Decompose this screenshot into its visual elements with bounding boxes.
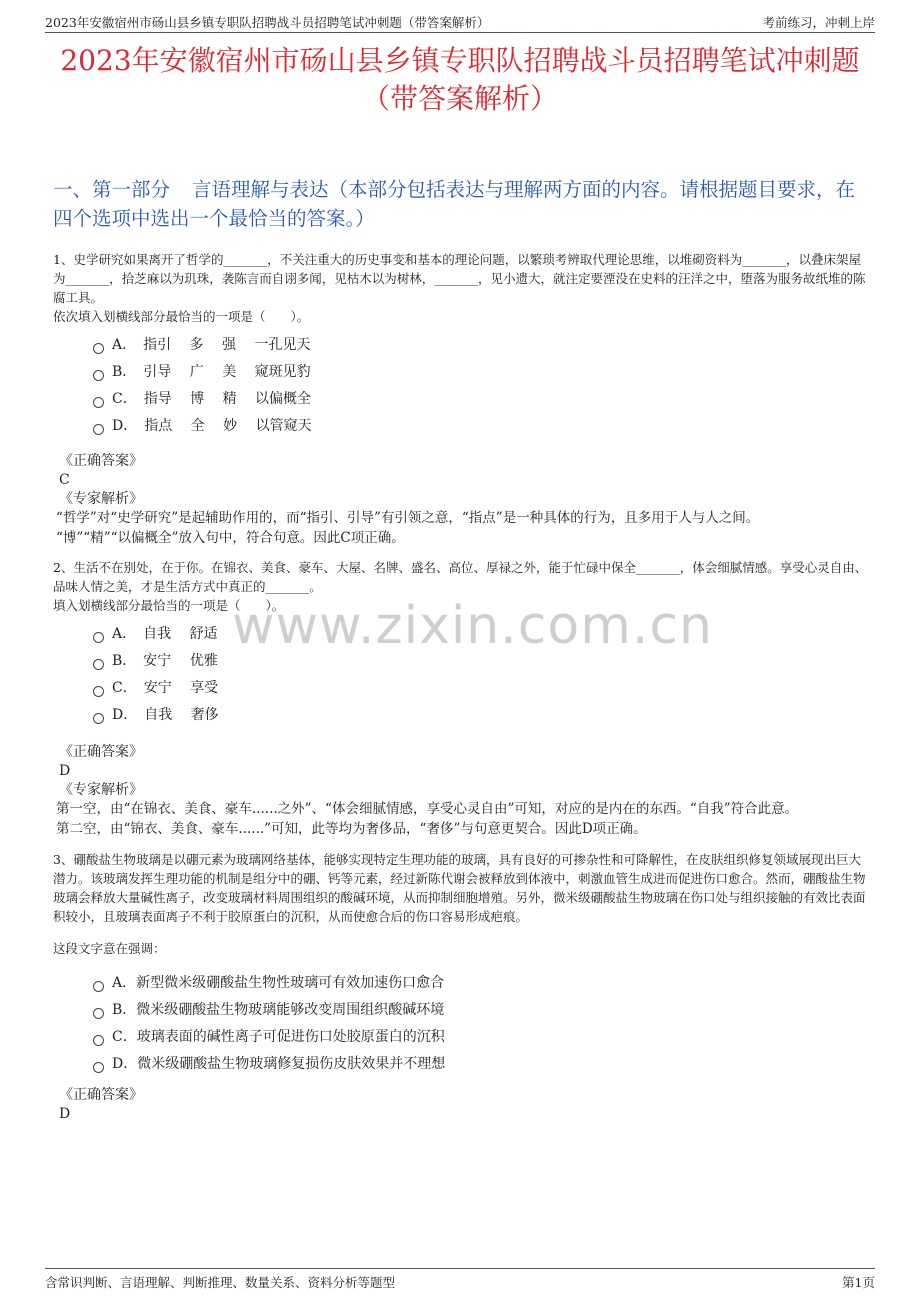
option-label: B．微米级硼酸盐生物玻璃能够改变周围组织酸碱环境: [112, 1002, 445, 1018]
question-stem: 2、生活不在别处，在于你。在锦衣、美食、豪车、大屋、名牌、盛名、高位、厚禄之外，能于忙碌中保全_______，体会细腻情感。享受心灵自由、品味人情之美，才是生活方式中真正的_______。: [53, 560, 868, 594]
answer-value: D: [59, 1106, 71, 1122]
radio-icon[interactable]: [93, 370, 104, 381]
analysis-line: 第二空，由“锦衣、美食、豪车......”可知，此等均为奢侈品，“奢侈”与句意更契合。因此D项正确。: [56, 820, 647, 837]
radio-icon[interactable]: [93, 981, 104, 992]
question-prompt: 依次填入划横线部分最恰当的一项是（ ）。: [53, 309, 310, 324]
header-doc-title: 2023年安徽宿州市砀山县乡镇专职队招聘战斗员招聘笔试冲刺题（带答案解析）: [45, 15, 490, 30]
option-c[interactable]: [93, 386, 872, 413]
option-label: C． 安宁 享受: [112, 680, 219, 696]
answer-value: C: [59, 472, 70, 488]
question-1: [53, 250, 872, 440]
footer-topics: 含常识判断、言语理解、判断推理、数量关系、资料分析等题型: [45, 1275, 396, 1290]
section-part-label: 一、第一部分: [53, 178, 171, 201]
answer-1: [53, 452, 872, 548]
answer-label: 《正确答案》: [59, 1087, 143, 1103]
option-label: B． 安宁 优雅: [112, 653, 218, 669]
question-prompt: 填入划横线部分最恰当的一项是（ ）。: [53, 598, 285, 613]
option-b[interactable]: [93, 997, 872, 1024]
question-stem: 3、硼酸盐生物玻璃是以硼元素为玻璃网络基体，能够实现特定生理功能的玻璃，具有良好的可掺杂性和可降解性，在皮肤组织修复领域展现出巨大潜力。该玻璃发挥生理功能的机制是组分中的硼、钙等元素，经过新陈代谢会被释放到体液中，刺激血管生成进而促进伤口愈合。然而，硼酸盐生物玻璃会释放大量碱性离子，改变玻璃材料周围组织的酸碱环境，从而抑制细胞增殖。另外，微米级硼酸盐生物玻璃在伤口处与组织接触的有效比表面积较小，且玻璃表面离子不利于胶原蛋白的沉积，从而使愈合后的伤口容易形成疤痕。: [53, 852, 866, 924]
radio-icon[interactable]: [93, 713, 104, 724]
radio-icon[interactable]: [93, 659, 104, 670]
page-header: [45, 10, 875, 33]
radio-icon[interactable]: [93, 632, 104, 643]
section-title: 言语理解与表达（本部分包括表达与理解两方面的内容。请根据题目要求，在四个选项中选出一个最恰当的答案。）: [53, 178, 856, 230]
header-slogan: 考前练习，冲刺上岸: [762, 15, 875, 30]
page-title: 2023年安徽宿州市砀山县乡镇专职队招聘战斗员招聘笔试冲刺题（带答案解析）: [60, 44, 860, 115]
option-list: [53, 970, 872, 1078]
option-label: C．玻璃表面的碱性离子可促进伤口处胶原蛋白的沉积: [112, 1029, 445, 1045]
answer-label: 《正确答案》: [59, 453, 143, 469]
question-3: [53, 850, 872, 1078]
option-d[interactable]: [93, 702, 872, 729]
option-a[interactable]: [93, 970, 872, 997]
answer-3: [53, 1086, 872, 1124]
option-b[interactable]: [93, 359, 872, 386]
radio-icon[interactable]: [93, 397, 104, 408]
radio-icon[interactable]: [93, 1062, 104, 1073]
question-prompt: 这段文字意在强调：: [53, 941, 166, 956]
option-c[interactable]: [93, 675, 872, 702]
analysis-label: 《专家解析》: [59, 491, 143, 507]
option-c[interactable]: [93, 1024, 872, 1051]
page-number: 第1页: [842, 1275, 875, 1290]
radio-icon[interactable]: [93, 424, 104, 435]
option-label: B． 引导 广 美 窥斑见豹: [112, 364, 311, 380]
option-d[interactable]: [93, 1051, 872, 1078]
option-list: [53, 332, 872, 440]
option-label: A． 指引 多 强 一孔见天: [112, 337, 311, 353]
option-a[interactable]: [93, 332, 872, 359]
page-footer: [45, 1268, 875, 1289]
option-label: D．微米级硼酸盐生物玻璃修复损伤皮肤效果并不理想: [112, 1056, 446, 1072]
watermark: www.zixin.com.cn: [232, 596, 713, 656]
answer-value: D: [59, 763, 71, 779]
option-label: A．新型微米级硼酸盐生物性玻璃可有效加速伤口愈合: [112, 975, 445, 991]
radio-icon[interactable]: [93, 1008, 104, 1019]
analysis-line: “博”“精”“以偏概全”放入句中，符合句意。因此C项正确。: [56, 529, 405, 546]
option-label: A． 自我 舒适: [112, 626, 218, 642]
analysis-line: “哲学”对“史学研究”是起辅助作用的，而“指引、引导”有引领之意，“指点”是一种具体的行为，且多用于人与人之间。: [56, 510, 760, 526]
answer-label: 《正确答案》: [59, 744, 143, 760]
question-stem: 1、史学研究如果离开了哲学的_______，不关注重大的历史事变和基本的理论问题，以繁琐考辨取代理论思维，以堆砌资料为_______，以叠床架屋为_______，拾芝麻以为玑珠，袭陈言而自诩多闻，见枯木以为树林，_______，见小遗大，就注定要湮没在史料的汪洋之中，堕落为服务故纸堆的陈腐工具。: [53, 252, 866, 305]
option-label: D． 自我 奢侈: [112, 707, 219, 723]
option-label: C． 指导 博 精 以偏概全: [112, 391, 312, 407]
analysis-line: 第一空，由“在锦衣、美食、豪车......之外”、“体会细腻情感，享受心灵自由”可知，对应的是内在的东西。“自我”符合此意。: [56, 801, 799, 817]
section-heading: [53, 175, 870, 233]
option-d[interactable]: [93, 413, 872, 440]
answer-2: [53, 743, 872, 839]
radio-icon[interactable]: [93, 1035, 104, 1046]
option-label: D． 指点 全 妙 以管窥天: [112, 418, 312, 434]
radio-icon[interactable]: [93, 343, 104, 354]
analysis-label: 《专家解析》: [59, 782, 143, 798]
radio-icon[interactable]: [93, 686, 104, 697]
